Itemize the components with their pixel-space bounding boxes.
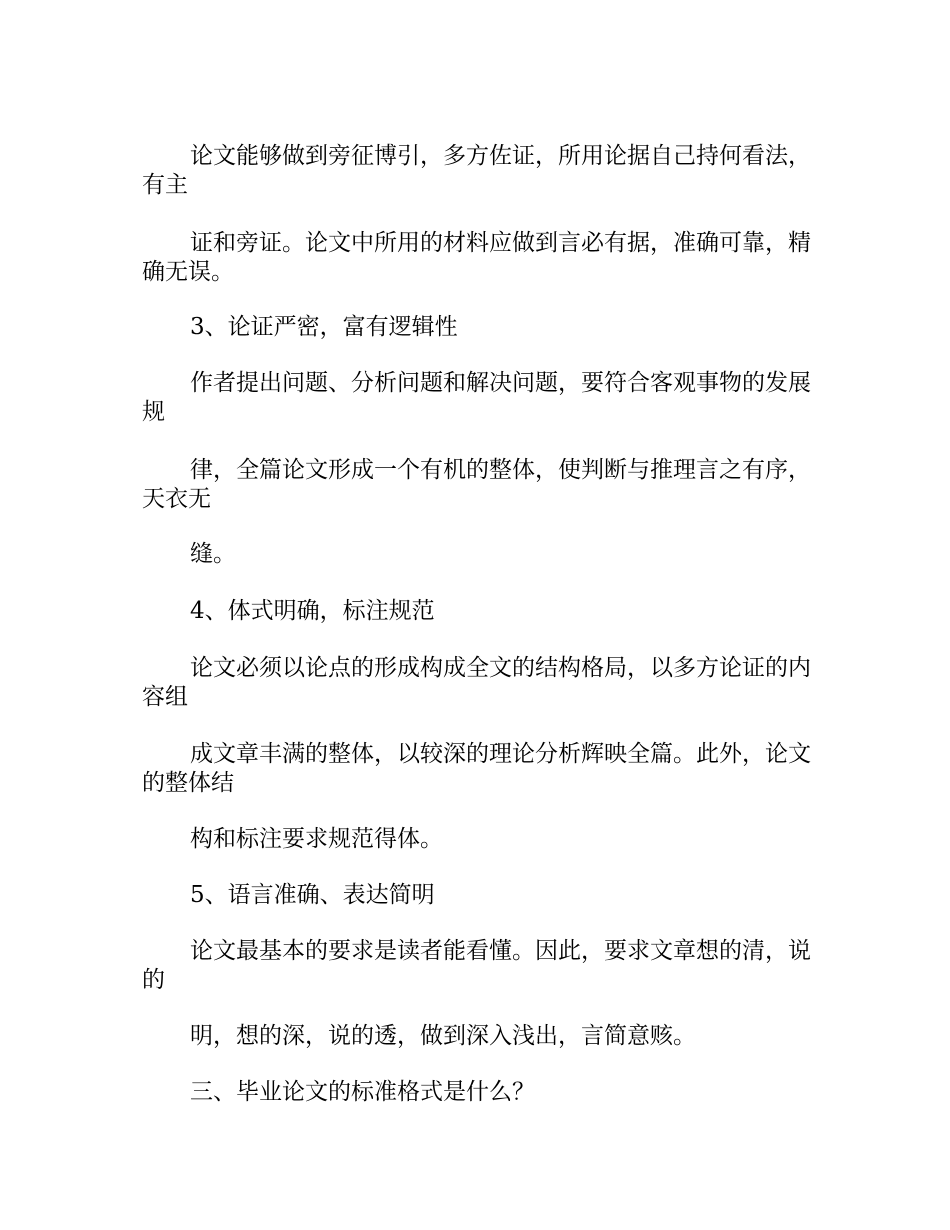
paragraph-logic-1: 作者提出问题、分析问题和解决问题，要符合客观事物的发展规 xyxy=(142,370,811,425)
heading-language: 5、语言准确、表达简明 xyxy=(190,882,435,908)
paragraph-format-2: 成文章丰满的整体，以较深的理论分析辉映全篇。此外，论文的整体结 xyxy=(142,741,811,796)
paragraph-format-1: 论文必须以论点的形成构成全文的结构格局，以多方论证的内容组 xyxy=(142,655,811,710)
heading-format: 4、体式明确，标注规范 xyxy=(190,598,435,624)
paragraph-format-3: 构和标注要求规范得体。 xyxy=(190,826,443,852)
paragraph-language-1: 论文最基本的要求是读者能看懂。因此，要求文章想的清，说的 xyxy=(142,938,811,993)
paragraph-logic-3: 缝。 xyxy=(190,541,236,567)
section-heading-format: 三、毕业论文的标准格式是什么？ xyxy=(190,1079,535,1105)
heading-logic: 3、论证严密，富有逻辑性 xyxy=(190,314,458,340)
paragraph-evidence: 论文能够做到旁征博引，多方佐证，所用论据自己持何看法，有主 xyxy=(142,143,811,198)
paragraph-logic-2: 律，全篇论文形成一个有机的整体，使判断与推理言之有序，天衣无 xyxy=(142,457,811,512)
paragraph-materials: 证和旁证。论文中所用的材料应做到言必有据，准确可靠，精确无误。 xyxy=(142,230,811,285)
paragraph-language-2: 明，想的深，说的透，做到深入浅出，言简意赅。 xyxy=(190,1023,696,1049)
